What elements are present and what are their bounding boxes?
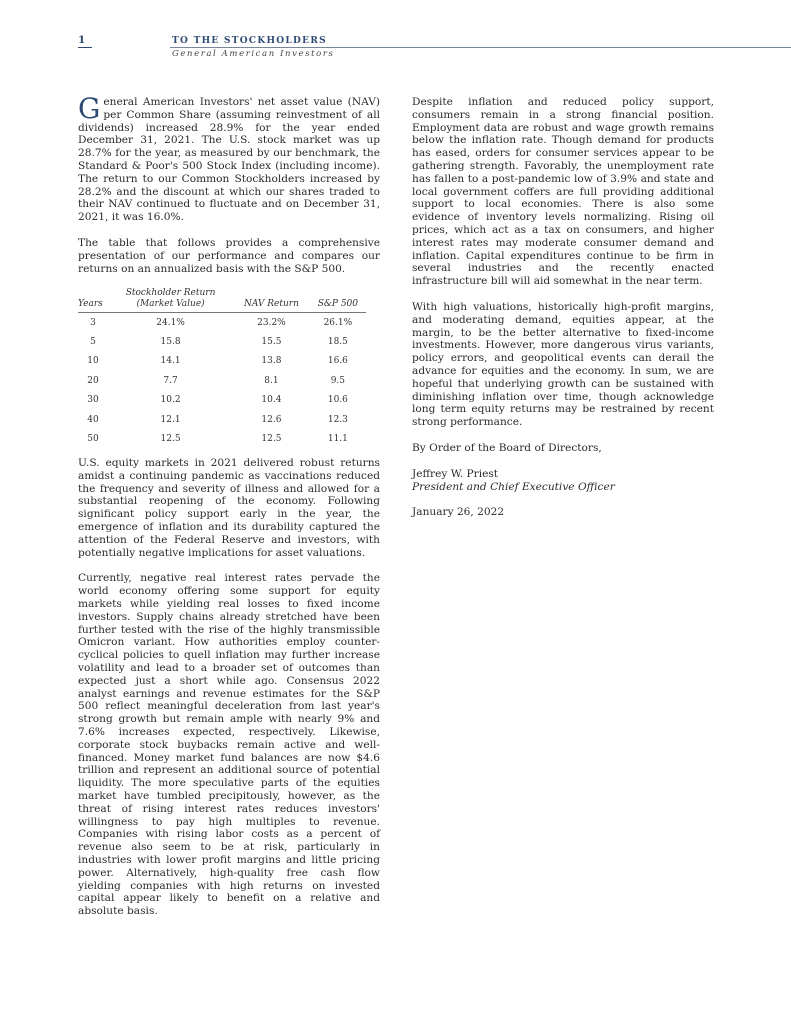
cell-sp500: 18.5 <box>327 337 348 348</box>
returns-table <box>78 288 366 449</box>
cell-years: 10 <box>87 356 99 367</box>
cell-nav-return: 12.6 <box>261 414 282 425</box>
letter-date: January 26, 2022 <box>412 506 505 519</box>
page-number: 1 <box>78 34 86 46</box>
cell-stockholder-return: 12.5 <box>160 434 181 444</box>
col-header-nav-return: NAV Return <box>233 288 310 313</box>
table-row <box>78 352 366 371</box>
cell-nav-return: 13.8 <box>261 356 282 367</box>
signer-name: Jeffrey W. Priest <box>412 467 499 480</box>
cell-nav-return: 23.2% <box>257 317 286 328</box>
cell-years: 5 <box>90 337 96 348</box>
consumer-paragraph: Despite inflation and reduced policy support, consumers remain in a strong financial position. Employment data are robust and wage growth remains below the inflation rate. Though demand for products has eased, orders for consumer services appear to be gathering strength. Favorably, the unemployment rate has fallen to a post-pandemic low of 3.9% and state and local government coffers are full providing additional support to local economies. There is also some evidence of inventory levels normalizing. Rising oil prices, which act as a tax on consumers, and higher interest rates may moderate consumer demand and inflation. Capital expenditures continue to be firm in several industries and the recently enacted infrastructure bill will aid somewhat in the near term. <box>412 96 714 288</box>
cell-sp500: 16.6 <box>327 356 348 367</box>
drop-cap: G <box>78 92 101 125</box>
table-row <box>78 333 366 352</box>
cell-sp500: 12.3 <box>327 414 348 425</box>
cell-nav-return: 15.5 <box>261 337 282 348</box>
cell-sp500: 11.1 <box>327 434 348 444</box>
table-row <box>78 430 366 449</box>
cell-years: 40 <box>87 414 99 425</box>
col-header-stockholder-return <box>108 288 233 313</box>
header-divider <box>170 47 791 48</box>
cell-years: 30 <box>87 395 99 406</box>
table-intro-paragraph: The table that follows provides a comprehensive presentation of our performance and compares our returns on an annualized basis with the S&P 500. <box>78 236 380 275</box>
left-column <box>78 92 380 931</box>
table-row <box>78 391 366 410</box>
col-header-stockholder-line1: Stockholder Return <box>125 288 216 299</box>
market-review-paragraph: U.S. equity markets in 2021 delivered robust returns amidst a continuing pandemic as vaccinations reduced the frequency and severity of illness and allowed for a substantial reopening of the economy. Following significant policy support early in the year, the emergence of inflation and its durability captured the attention of the Federal Reserve and investors, with potentially negative implications for asset valuations. <box>78 457 380 559</box>
signer-title: President and Chief Executive Officer <box>412 480 615 493</box>
closing-line: By Order of the Board of Directors, <box>412 441 602 454</box>
table-row <box>78 372 366 391</box>
cell-sp500: 10.6 <box>327 395 348 406</box>
cell-nav-return: 10.4 <box>261 395 282 406</box>
cell-stockholder-return: 24.1% <box>156 317 185 328</box>
cell-stockholder-return: 14.1 <box>160 356 181 367</box>
cell-years: 3 <box>90 317 96 328</box>
cell-nav-return: 12.5 <box>261 434 282 444</box>
cell-years: 20 <box>87 375 99 386</box>
cell-sp500: 9.5 <box>330 375 346 386</box>
page-number-underline <box>78 47 92 48</box>
cell-stockholder-return: 15.8 <box>160 337 181 348</box>
right-column <box>412 96 714 532</box>
table-row <box>78 410 366 429</box>
outlook-paragraph: Currently, negative real interest rates pervade the world economy offering some support for equity markets while yielding real losses to fixed income investors. Supply chains already stretched have been further tested with the rise of the highly transmissible Omicron variant. How authorities employ counter-cyclical policies to quell inflation may further increase volatility and lead to a broader set of outcomes than expected just a short while ago. Consensus 2022 analyst earnings and revenue estimates for the S&P 500 reflect meaningful deceleration from last year's strong growth but remain ample with nearly 9% and 7.6% increases expected, respectively. Likewise, corporate stock buybacks remain active and well-financed. Money market fund balances are now $4.6 trillion and represent an additional source of potential liquidity. The more speculative parts of the equities market have tumbled precipitously, however, as the threat of rising interest rates reduces investors' willingness to pay high multiples to revenue. Companies with rising labor costs as a percent of revenue also seem to be at risk, particularly in industries with lower profit margins and little pricing power. Alternatively, high-quality free cash flow yielding companies with high returns on invested capital appear likely to benefit on a relative and absolute basis. <box>78 572 380 918</box>
cell-stockholder-return: 12.1 <box>160 414 181 425</box>
cell-sp500: 26.1% <box>323 317 353 328</box>
cell-stockholder-return: 10.2 <box>160 395 181 406</box>
col-header-sp500: S&P 500 <box>310 288 366 313</box>
company-name: General American Investors <box>172 49 335 59</box>
intro-text: eneral American Investors' net asset value (NAV) per Common Share (assuming reinvestment of all dividends) increased 28.9% for the year ended December 31, 2021. The U.S. stock market was up 28.7% for the year, as measured by our benchmark, the Standard & Poor's 500 Stock Index (including income). The return to our Common Stockholders increased by 28.2% and the discount at which our shares traded to their NAV continued to fluctuate and on December 31, 2021, it was 16.0%. <box>78 96 380 224</box>
valuation-paragraph: With high valuations, historically high-profit margins, and moderating demand, equities appear, at the margin, to be the better alternative to fixed-income investments. However, more dangerous virus variants, policy errors, and geopolitical events can derail the advance for equities and the economy. In sum, we are hopeful that underlying growth can be sustained with diminishing inflation over time, though acknowledge long term equity returns may be restrained by recent strong performance. <box>412 300 714 429</box>
cell-stockholder-return: 7.7 <box>163 375 178 386</box>
section-title: TO THE STOCKHOLDERS <box>172 36 327 46</box>
cell-years: 50 <box>87 434 99 444</box>
intro-paragraph <box>78 92 380 224</box>
col-header-stockholder-line2: (Market Value) <box>136 299 205 310</box>
col-header-years: Years <box>78 288 108 313</box>
cell-nav-return: 8.1 <box>264 375 279 386</box>
table-header-row <box>78 288 366 313</box>
table-row <box>78 313 366 333</box>
